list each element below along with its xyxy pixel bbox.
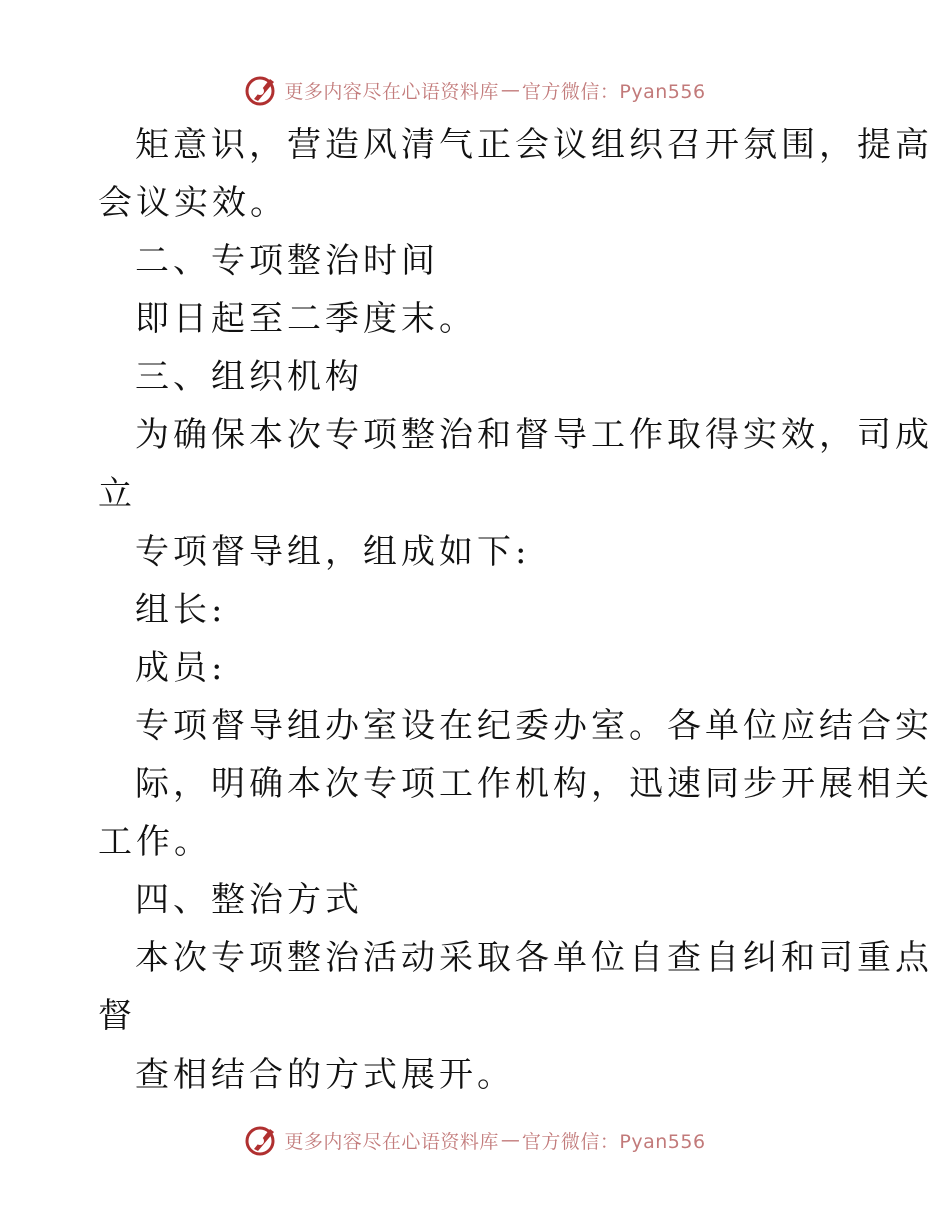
watermark-dash: — [500, 79, 520, 101]
section-heading: 三、组织机构 [135, 357, 363, 398]
paragraph-line: 际，明确本次专项工作机构，迅速同步开展相关 [135, 764, 933, 805]
watermark-suffix: 官方微信：Pyan556 [521, 80, 706, 103]
paragraph-line: 工作。 [98, 822, 212, 863]
paragraph-line: 立 [98, 473, 136, 514]
document-body [98, 116, 933, 1104]
paragraph-line: 为确保本次专项整治和督导工作取得实效，司成 [135, 415, 933, 456]
paragraph-line: 矩意识，营造风清气正会议组织召开氛围，提高 [135, 125, 933, 165]
footer-watermark [0, 1120, 950, 1160]
pen-logo-icon [244, 1123, 278, 1157]
section-heading: 二、专项整治时间 [135, 241, 439, 282]
paragraph-line: 组长: [135, 589, 227, 630]
paragraph-line: 督 [98, 996, 136, 1037]
watermark-dash: — [500, 1129, 520, 1151]
paragraph-line: 查相结合的方式展开。 [135, 1054, 515, 1095]
paragraph-line: 会议实效。 [98, 183, 288, 224]
paragraph-line: 专项督导组，组成如下: [135, 531, 531, 572]
paragraph-line: 即日起至二季度末。 [135, 299, 477, 340]
paragraph-line: 本次专项整治活动采取各单位自查自纠和司重点 [135, 938, 933, 979]
section-heading: 四、整治方式 [135, 880, 363, 921]
paragraph-line: 专项督导组办室设在纪委办室。各单位应结合实 [135, 705, 933, 746]
paragraph-line: 成员: [135, 647, 227, 688]
pen-logo-icon [244, 73, 278, 107]
watermark-text: 更多内容尽在心语资料库 [284, 1130, 499, 1153]
header-watermark [0, 70, 950, 110]
watermark-suffix: 官方微信：Pyan556 [521, 1130, 706, 1153]
watermark-text: 更多内容尽在心语资料库 [284, 80, 499, 103]
